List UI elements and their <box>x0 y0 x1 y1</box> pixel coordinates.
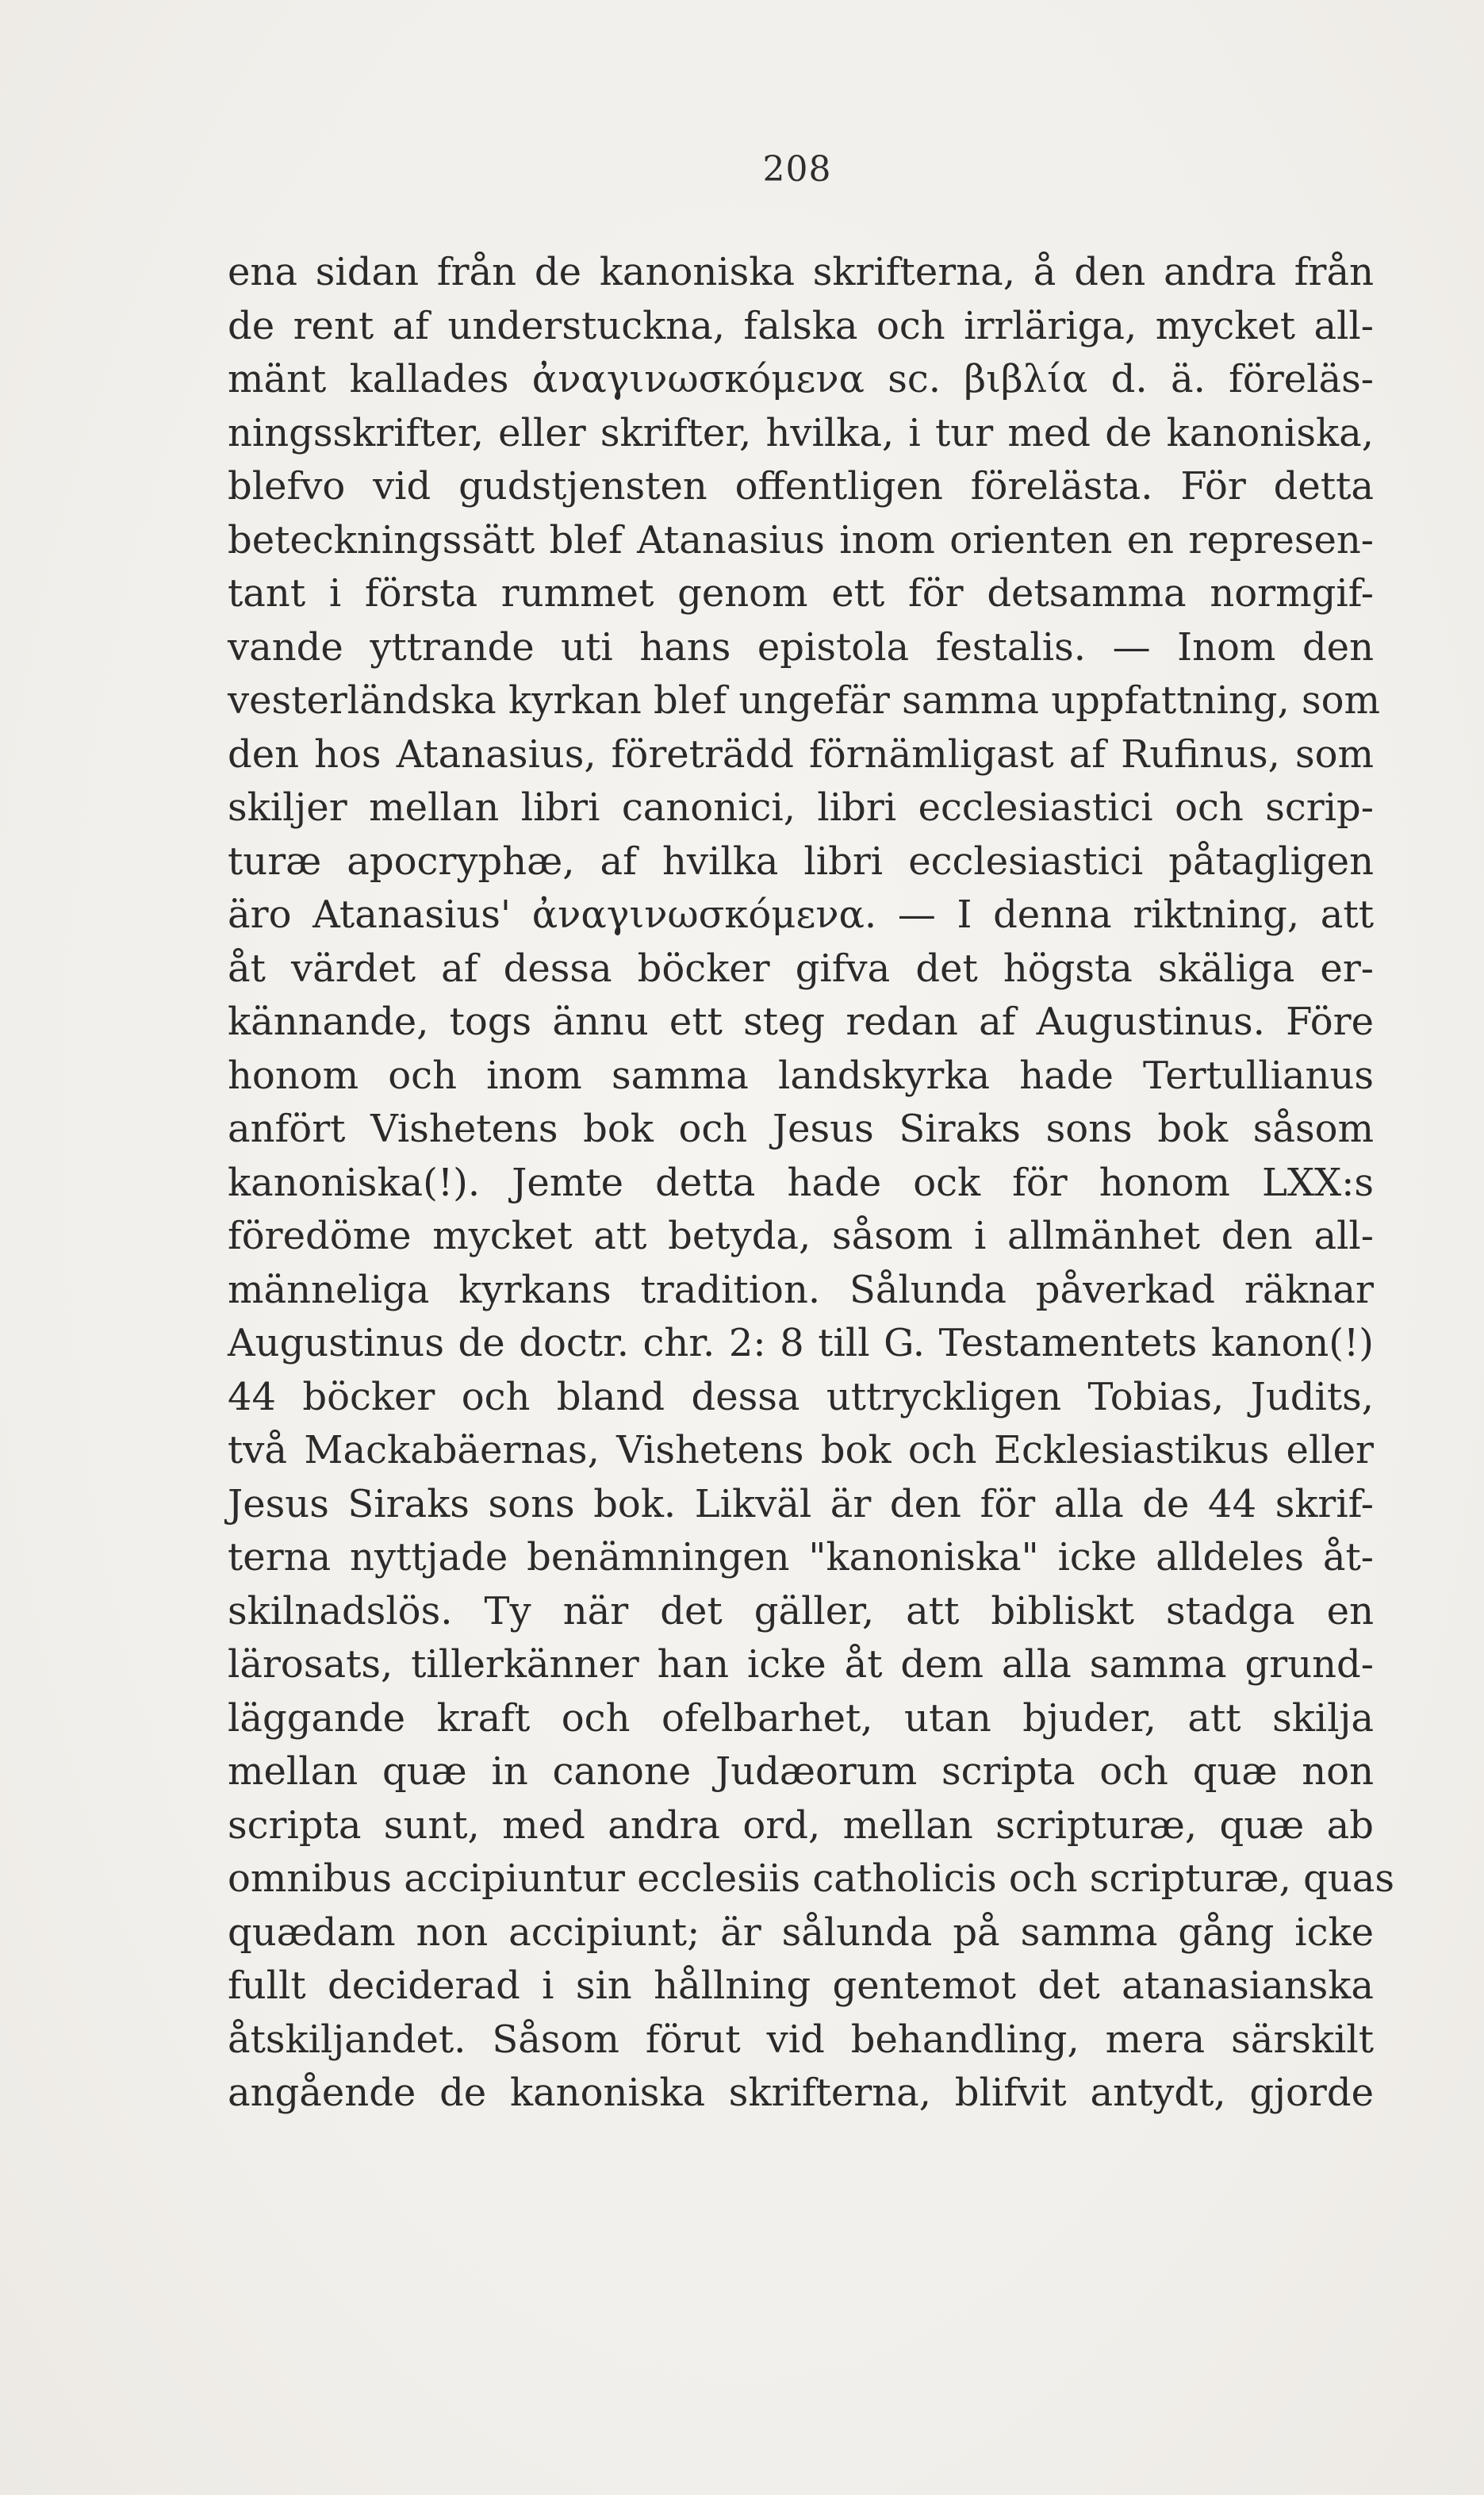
text-line: ningsskrifter, eller skrifter, hvilka, i tur med de kanoniska, <box>228 410 1374 455</box>
text-line: äro Atanasius' ἀναγινωσκόμενα. — I denna riktning, att <box>228 892 1374 937</box>
text-line: angående de kanoniska skrifterna, blifvit antydt, gjorde <box>228 2071 1374 2115</box>
text-line: fullt deciderad i sin hållning gentemot det atanasianska <box>228 1963 1374 2008</box>
text-line: männeliga kyrkans tradition. Sålunda påverkad räknar <box>228 1267 1374 1312</box>
text-line: två Mackabäernas, Vishetens bok och Ecklesiastikus eller <box>228 1428 1374 1472</box>
text-line: läggande kraft och ofelbarhet, utan bjuder, att skilja <box>228 1695 1374 1741</box>
text-line: mellan quæ in canone Judæorum scripta och quæ non <box>228 1749 1374 1794</box>
text-line: blefvo vid gudstjensten offentligen förelästa. För detta <box>228 464 1374 509</box>
text-line: vande yttrande uti hans epistola festalis. — Inom den <box>228 624 1374 670</box>
text-line: mänt kallades ἀναγινωσκόμενα sc. βιβλία d. ä. föreläs- <box>228 357 1374 401</box>
text-line: omnibus accipiuntur ecclesiis catholicis och scripturæ, quas <box>228 1856 1395 1901</box>
text-line: åtskiljandet. Såsom förut vid behandling, mera särskilt <box>228 2017 1374 2062</box>
text-line: vesterländska kyrkan blef ungefär samma uppfattning, som <box>228 678 1381 723</box>
text-line: 44 böcker och bland dessa uttryckligen Tobias, Judits, <box>228 1374 1374 1419</box>
text-line: terna nyttjade benämningen "kanoniska" icke alldeles åt- <box>228 1535 1374 1580</box>
text-line: tant i första rummet genom ett för detsamma normgif- <box>228 571 1374 616</box>
text-line: scripta sunt, med andra ord, mellan scripturæ, quæ ab <box>228 1802 1374 1848</box>
text-line: skiljer mellan libri canonici, libri ecclesiastici och scrip- <box>228 785 1374 830</box>
text-line: turæ apocryphæ, af hvilka libri ecclesiastici påtagligen <box>228 839 1374 884</box>
body-text <box>228 246 1395 2121</box>
text-line: föredöme mycket att betyda, såsom i allmänhet den all- <box>228 1214 1374 1258</box>
text-line: skilnadslös. Ty när det gäller, att bibliskt stadga en <box>228 1588 1374 1633</box>
text-line: kanoniska(!). Jemte detta hade ock för honom LXX:s <box>228 1160 1374 1205</box>
text-line: quædam non accipiunt; är sålunda på samma gång icke <box>228 1910 1374 1955</box>
text-line: de rent af understuckna, falska och irrläriga, mycket all- <box>228 303 1374 348</box>
text-line: den hos Atanasius, företrädd förnämligast af Rufinus, som <box>228 731 1374 777</box>
text-line: ena sidan från de kanoniska skrifterna, å den andra från <box>228 250 1374 294</box>
text-line: åt värdet af dessa böcker gifva det högsta skäliga er- <box>228 946 1374 991</box>
text-line: Augustinus de doctr. chr. 2: 8 till G. Testamentets kanon(!) <box>228 1321 1374 1365</box>
page-number: 208 <box>762 149 832 190</box>
text-line: honom och inom samma landskyrka hade Tertullianus <box>228 1053 1374 1098</box>
text-line: kännande, togs ännu ett steg redan af Augustinus. Före <box>228 1000 1374 1044</box>
text-line: lärosats, tillerkänner han icke åt dem alla samma grund- <box>228 1642 1374 1687</box>
text-line: anfört Vishetens bok och Jesus Siraks sons bok såsom <box>228 1107 1374 1151</box>
text-line: Jesus Siraks sons bok. Likväl är den för alla de 44 skrif- <box>228 1481 1374 1526</box>
text-line: beteckningssätt blef Atanasius inom orienten en represen- <box>228 517 1374 562</box>
